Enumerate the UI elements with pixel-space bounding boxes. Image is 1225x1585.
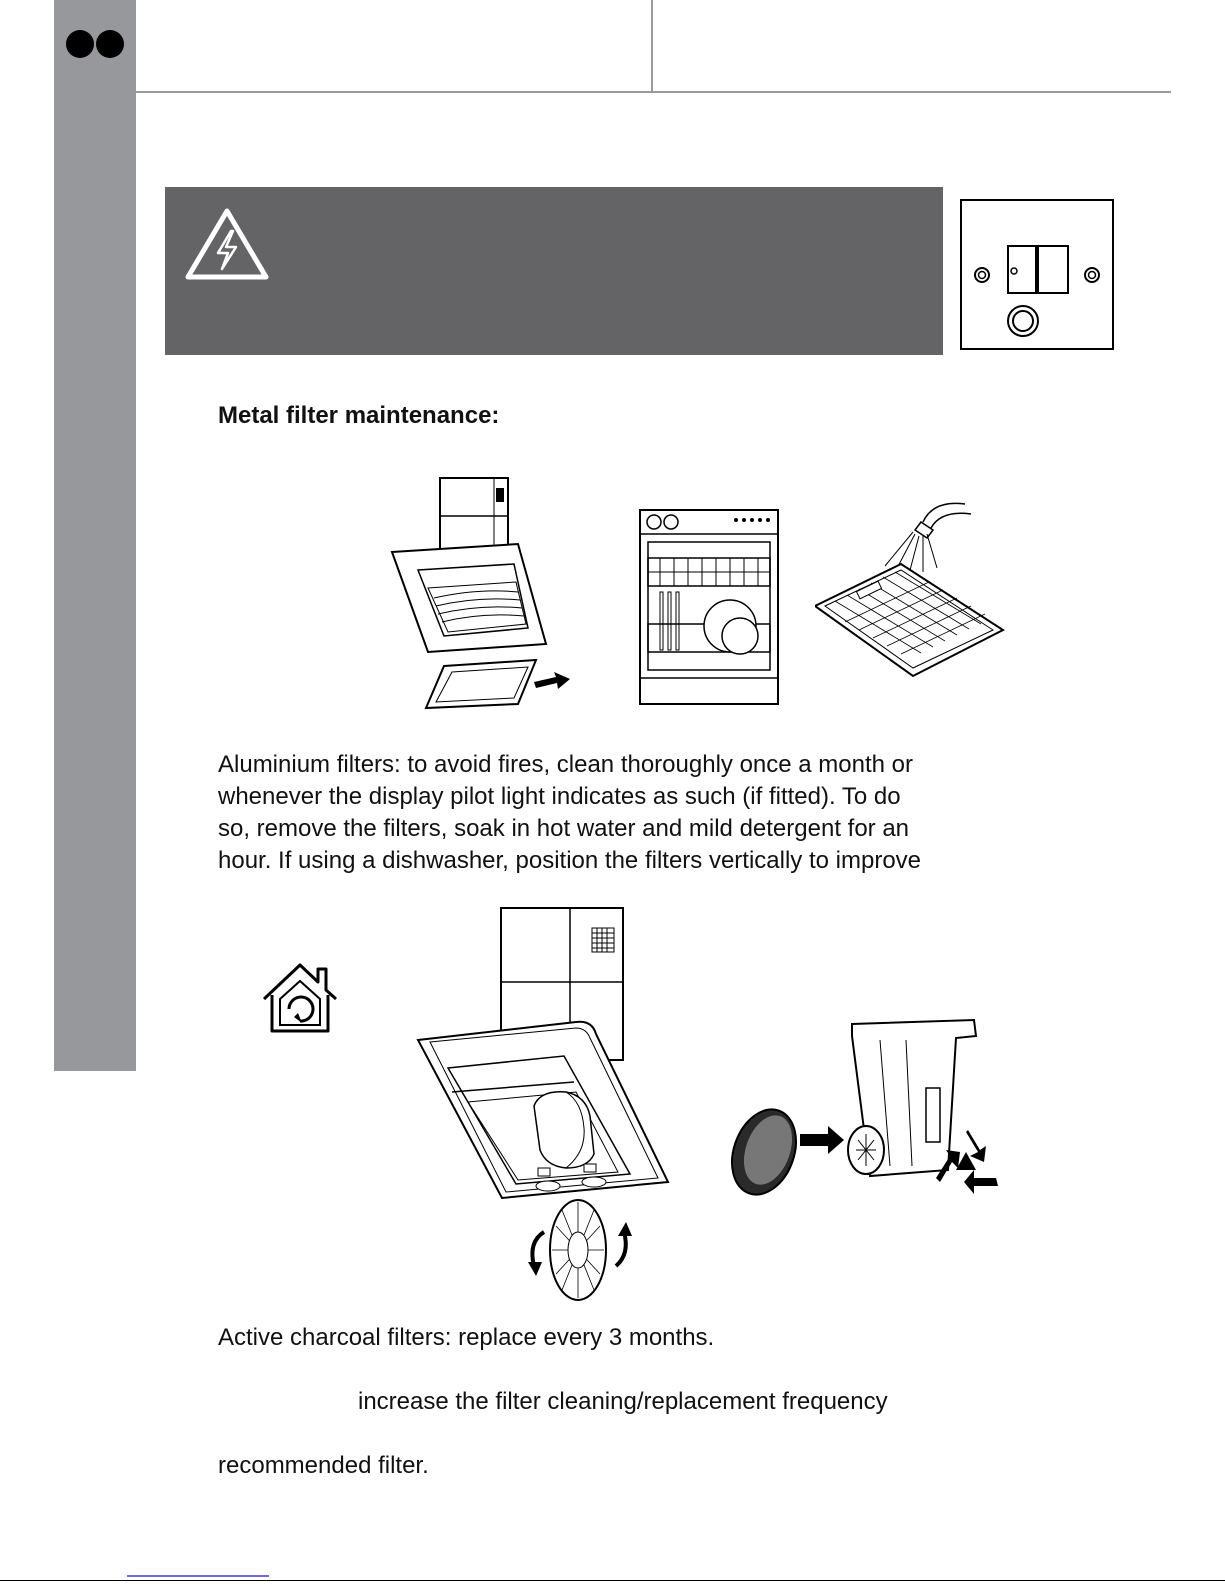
header-column-divider <box>651 0 653 91</box>
hood-filter-removal-illustration <box>388 474 588 714</box>
side-bar <box>54 0 136 1071</box>
footer-link-underline[interactable] <box>127 1575 269 1577</box>
header-divider <box>136 91 1171 93</box>
frequency-paragraph: increase the filter cleaning/replacement frequency <box>358 1388 888 1415</box>
house-recirculation-icon <box>258 961 342 1035</box>
aluminium-line-3: so, remove the filters, soak in hot water and mild detergent for an <box>218 815 910 842</box>
hood-charcoal-filter-illustration <box>416 906 676 1310</box>
aluminium-filters-paragraph <box>218 749 921 877</box>
recommended-filter-paragraph: recommended filter. <box>218 1452 429 1479</box>
aluminium-line-4: hour. If using a dishwasher, position the filters vertically to improve <box>218 847 922 874</box>
warning-box <box>165 187 943 355</box>
dishwasher-illustration <box>638 508 780 708</box>
aluminium-line-1: Aluminium filters: to avoid fires, clean thoroughly once a month or <box>218 751 914 778</box>
electric-shock-warning-icon <box>182 205 272 285</box>
section-dots <box>66 30 126 60</box>
dot-2 <box>96 30 124 58</box>
footer-divider <box>0 1580 1225 1581</box>
wall-switch-plate <box>960 199 1114 350</box>
rinsing-filter-illustration <box>815 494 1011 680</box>
dot-1 <box>66 30 94 58</box>
wall-switch-plate-icon <box>960 199 1114 350</box>
charcoal-filter-disposal-illustration <box>730 1016 1010 1196</box>
aluminium-line-2: whenever the display pilot light indicates as such (if fitted). To do <box>218 783 901 810</box>
charcoal-filters-paragraph: Active charcoal filters: replace every 3 months. <box>218 1324 715 1351</box>
section-title: Metal filter maintenance: <box>218 402 500 429</box>
